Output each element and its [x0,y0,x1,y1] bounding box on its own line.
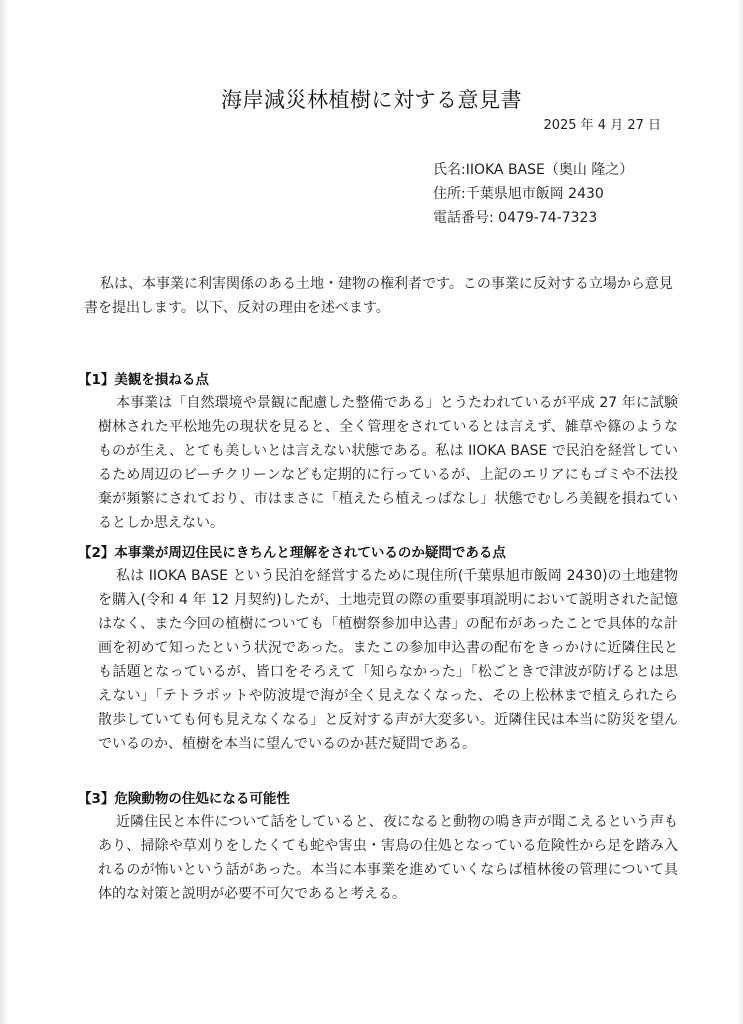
section-resident-understanding [78,542,678,756]
author-address: 住所:千葉県旭市飯岡 2430 [433,186,604,202]
page-left-edge-shadow [0,0,8,1024]
author-phone: 電話番号: 0479-74-7323 [433,210,598,226]
document-date: 2025 年 4 月 27 日 [543,118,661,133]
author-info-block [433,158,633,230]
section-heading: 【3】危険動物の住処になる可能性 [78,791,290,807]
page-right-edge-shadow [737,0,743,1024]
intro-paragraph: 私は、本事業に利害関係のある土地・建物の権利者です。この事業に反対する立場から意見書を提出します。以下、反対の理由を述べます。 [84,276,673,316]
section-heading: 【1】美観を損ねる点 [78,372,209,388]
section-body: 近隣住民と本件について話をしていると、夜になると動物の鳴き声が聞こえるという声もあり、掃除や草刈りをしたくても蛇や害虫・害鳥の住処となっている危険性から足を踏み入れるのが怖いという話があった。本当に本事業を進めていくならば植林後の管理について具体的な対策と説明が必要不可欠であると考える。 [98,814,678,902]
section-body: 私は IIOKA BASE という民泊を経営するために現住所(千葉県旭市飯岡 2430)の土地建物を購入(令和 4 年 12 月契約)したが、土地売買の際の重要事項説明において説明された記憶はなく、また今回の植樹についても「植樹祭参加申込書」の配布があったことで具体的な計画を初めて知ったという状況であった。またこの参加申込書の配布をきっかけに近隣住民とも話題となっているが、皆口をそろえて「知らなかった」「松ごときで津波が防げるとは思えない」「テトラポットや防波堤で海が全く見えなくなった、その上松林まで植えられたら散歩していても何も見えなくなる」と反対する声が大変多い。近隣住民は本当に防災を望んでいるのか、植樹を本当に望んでいるのか甚だ疑問である。 [98,568,678,752]
author-name: 氏名:IIOKA BASE（奥山 隆之） [433,162,634,178]
section-dangerous-animals [78,788,678,906]
section-body: 本事業は「自然環境や景観に配慮した整備である」とうたわれているが平成 27 年に試験樹林された平松地先の現状を見ると、全く管理をされているとは言えず、雑草や篠のようなものが生え、とても美しいとは言えない状態である。私は IIOKA BASE で民泊を経営しているため周辺のビーチクリーンなども定期的に行っているが、上記のエリアにもゴミや不法投棄が頻繁にされており、市はまさに「植えたら植えっぱなし」状態でむしろ美観を損ねているとしか思えない。 [98,395,678,531]
document-title: 海岸減災林植樹に対する意見書 [221,88,522,112]
section-aesthetics [78,369,678,535]
section-heading: 【2】本事業が周辺住民にきちんと理解をされているのか疑問である点 [78,545,506,561]
